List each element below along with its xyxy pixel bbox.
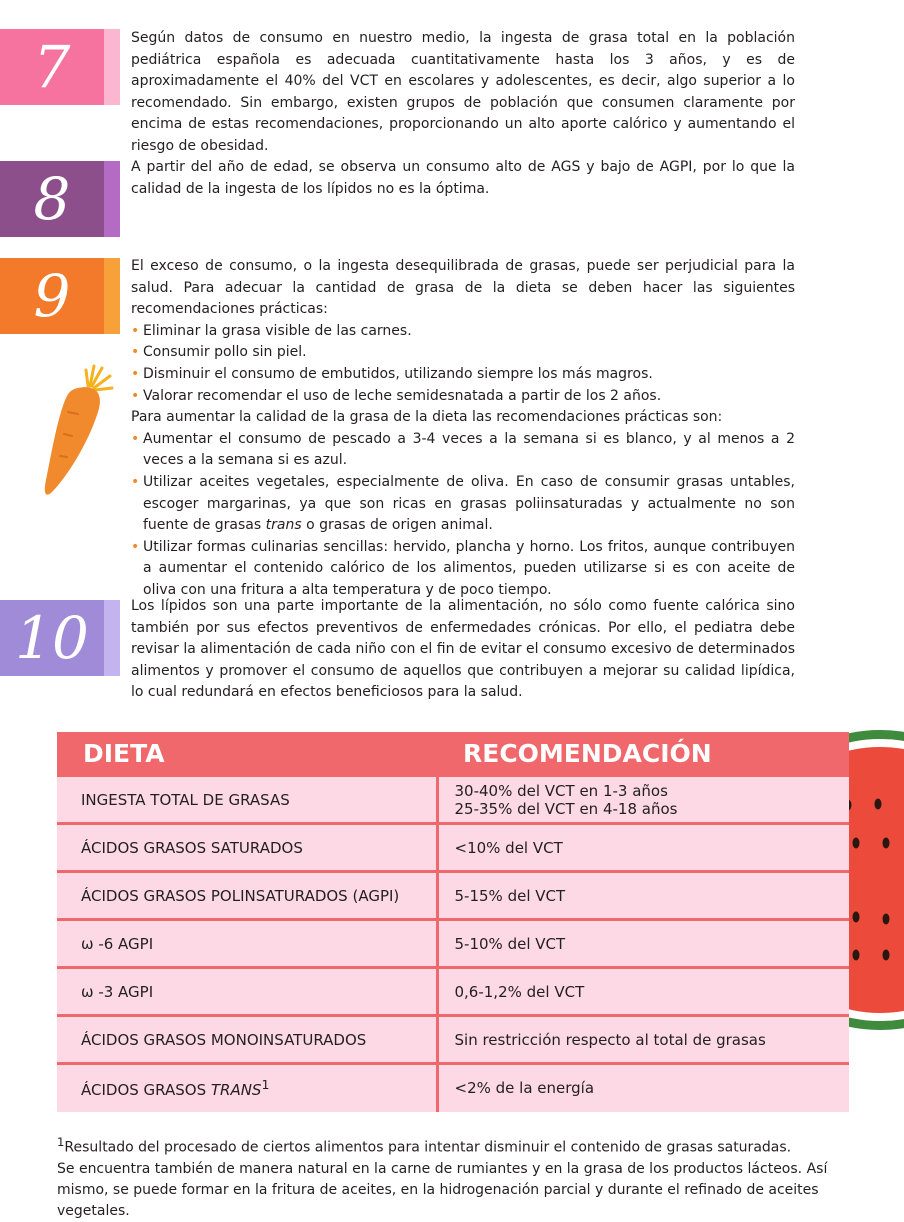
table-cell-recomendacion: 0,6-1,2% del VCT [437, 968, 849, 1016]
list-item: • Utilizar aceites vegetales, especialmente de oliva. En caso de consumir grasas untables, escoger margarinas, ya que son ricas en grasas poliinsaturadas y actualmente no son fuente de grasas trans o grasas de origen animal. [131, 472, 795, 537]
table-cell-recomendacion: 5-10% del VCT [437, 920, 849, 968]
table-cell-dieta: ÁCIDOS GRASOS TRANS$^1$ [57, 1064, 437, 1112]
list-item: • Disminuir el consumo de embutidos, utilizando siempre los más magros. [131, 364, 795, 386]
table-cell-dieta: ÁCIDOS GRASOS SATURADOS [57, 824, 437, 872]
intro-paragraph-2: Para aumentar la calidad de la grasa de la dieta las recomendaciones prácticas son: [131, 409, 723, 426]
table-cell-recomendacion: 30-40% del VCT en 1-3 años 25-35% del VCT en 4-18 años [437, 776, 849, 824]
table-cell-recomendacion: 5-15% del VCT [437, 872, 849, 920]
footnote-marker: 1 [261, 1077, 270, 1093]
footnote-line-1: $^1$Resultado del procesado de ciertos alimentos para intentar disminuir el contenido de grasas saturadas. [57, 1135, 792, 1156]
footnote-line-2: Se encuentra también de manera natural en la carne de rumiantes y en la grasa de los productos lácteos. Así mismo, se puede formar en la fritura de aceites, en la hidrogenación parcial y durante el refinado de aceites vegetales. [57, 1160, 828, 1219]
section-number: 9 [33, 262, 71, 330]
bullet-list-quantity [131, 321, 795, 407]
section-text [131, 596, 795, 704]
table-cell-recomendacion: Sin restricción respecto al total de grasas [437, 1016, 849, 1064]
column-header-recomendacion: RECOMENDACIÓN [437, 732, 849, 776]
emphasis-trans: trans [265, 517, 302, 534]
list-item: • Eliminar la grasa visible de las carnes. [131, 321, 795, 343]
paragraph: Los lípidos son una parte importante de la alimentación, no sólo como fuente calórica sino también por sus efectos preventivos de enfermedades crónicas. Por ello, el pediatra debe revisar la alimentación de cada niño con el fin de evitar el consumo excesivo de determinados alimentos y promover el consumo de aquellos que contribuyen a mejorar su calidad lipídica, lo cual redundará en efectos beneficiosos para la salud. [131, 598, 795, 701]
table-cell-dieta: ÁCIDOS GRASOS MONOINSATURADOS [57, 1016, 437, 1064]
table-row [57, 1016, 849, 1064]
table-row [57, 872, 849, 920]
carrot-icon [38, 360, 118, 500]
table-row [57, 968, 849, 1016]
emphasis-trans: TRANS [210, 1081, 262, 1100]
list-item: • Utilizar formas culinarias sencillas: hervido, plancha y horno. Los fritos, aunque contribuyen a aumentar el contenido calórico de los alimentos, pueden utilizarse si es con aceite de oliva con una fritura a alta temperatura y de poco tiempo. [131, 537, 795, 602]
footnote [57, 1132, 847, 1222]
paragraph: Según datos de consumo en nuestro medio, la ingesta de grasa total en la población pediátrica española es adecuada cuantitativamente hasta los 3 años, y es de aproximadamente el 40% del VCT en escolares y adolescentes, es decir, algo superior a lo recomendado. Sin embargo, existen grupos de población que consumen claramente por encima de estas recomendaciones, proporcionando un alto aporte calórico y aumentando el riesgo de obesidad. [131, 30, 795, 154]
table-row [57, 1064, 849, 1112]
table-header-row [57, 732, 849, 776]
section-number: 10 [15, 604, 89, 672]
section-number-badge [0, 600, 120, 676]
section-number: 7 [33, 33, 71, 101]
bullet-list-quality [131, 429, 795, 602]
section-number-badge [0, 161, 120, 237]
section-number: 8 [33, 165, 71, 233]
table-cell-dieta: ÁCIDOS GRASOS POLINSATURADOS (AGPI) [57, 872, 437, 920]
list-item: • Consumir pollo sin piel. [131, 342, 795, 364]
table-cell-recomendacion: <2% de la energía [437, 1064, 849, 1112]
table-cell-dieta: ω -6 AGPI [57, 920, 437, 968]
section-text [131, 256, 795, 602]
section-text [131, 157, 795, 200]
table-cell-dieta: INGESTA TOTAL DE GRASAS [57, 776, 437, 824]
column-header-dieta: DIETA [57, 732, 437, 776]
table-row [57, 920, 849, 968]
section-number-badge [0, 258, 120, 334]
paragraph: A partir del año de edad, se observa un consumo alto de AGS y bajo de AGPI, por lo que la calidad de la ingesta de los lípidos no es la óptima. [131, 159, 795, 197]
recommendation-table [57, 732, 849, 1112]
table-row [57, 776, 849, 824]
table-cell-recomendacion: <10% del VCT [437, 824, 849, 872]
intro-paragraph: El exceso de consumo, o la ingesta desequilibrada de grasas, puede ser perjudicial para la salud. Para adecuar la cantidad de grasa de la dieta se deben hacer las siguientes recomendaciones prácticas: [131, 258, 795, 318]
list-item: • Aumentar el consumo de pescado a 3-4 veces a la semana si es blanco, y al menos a 2 veces a la semana si es azul. [131, 429, 795, 472]
table-cell-dieta: ω -3 AGPI [57, 968, 437, 1016]
footnote-marker: 1 [57, 1135, 65, 1149]
list-item: • Valorar recomendar el uso de leche semidesnatada a partir de los 2 años. [131, 386, 795, 408]
section-number-badge [0, 29, 120, 105]
table-row [57, 824, 849, 872]
section-text [131, 28, 795, 158]
